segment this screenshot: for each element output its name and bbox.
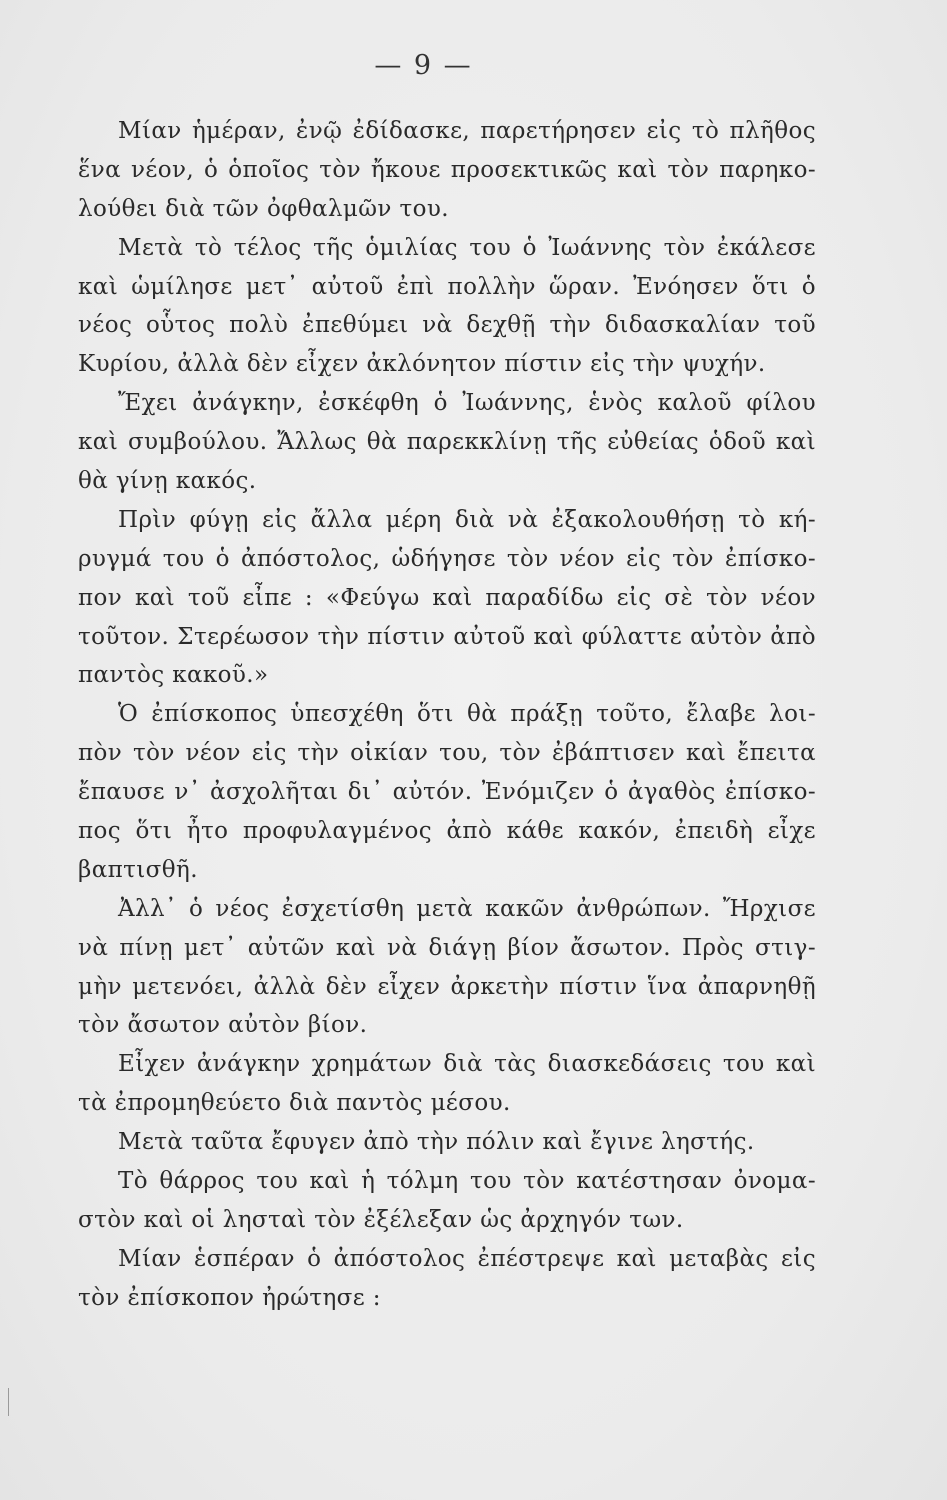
- body-text: [78, 112, 816, 1318]
- text-line: Μίαν ἑσπέραν ὁ ἀπόστολος ἐπέστρεψε καὶ μεταβὰς εἰς: [118, 1245, 816, 1272]
- text-line: πον καὶ τοῦ εἶπε : «Φεύγω καὶ παραδίδω εἰς σὲ τὸν νέον: [78, 584, 816, 611]
- text-line: τὰ ἐπρομηθεύετο διὰ παντὸς μέσου.: [78, 1090, 511, 1117]
- text-line: Εἶχεν ἀνάγκην χρημάτων διὰ τὰς διασκεδάσεις του καὶ: [118, 1051, 816, 1078]
- text-line: ἕνα νέον, ὁ ὁποῖος τὸν ἤκουε προσεκτικῶς καὶ τὸν παρηκο-: [78, 156, 816, 183]
- scan-edge-mark: [8, 1388, 9, 1416]
- text-line: ρυγμά του ὁ ἀπόστολος, ὡδήγησε τὸν νέον εἰς τὸν ἐπίσκο-: [78, 545, 816, 572]
- text-line: πὸν τὸν νέον εἰς τὴν οἰκίαν του, τὸν ἐβάπτισεν καὶ ἔπειτα: [78, 740, 816, 767]
- text-line: Μίαν ἡμέραν, ἐνῷ ἐδίδασκε, παρετήρησεν εἰς τὸ πλῆθος: [118, 118, 816, 144]
- text-line: τὸν ἄσωτον αὐτὸν βίον.: [78, 1012, 368, 1039]
- text-line: Τὸ θάρρος του καὶ ἡ τόλμη του τὸν κατέστησαν ὀνομα-: [118, 1168, 816, 1195]
- text-line: Μετὰ ταῦτα ἔφυγεν ἀπὸ τὴν πόλιν καὶ ἔγινε ληστής.: [118, 1129, 755, 1156]
- text-line: νὰ πίνῃ μετ᾿ αὐτῶν καὶ νὰ διάγῃ βίον ἄσωτον. Πρὸς στιγ-: [78, 934, 816, 961]
- text-line: Πρὶν φύγῃ εἰς ἄλλα μέρη διὰ νὰ ἐξακολουθήσῃ τὸ κή-: [118, 506, 816, 533]
- text-line: Ἀλλ᾿ ὁ νέος ἐσχετίσθη μετὰ κακῶν ἀνθρώπων. Ἤρχισε: [118, 895, 816, 922]
- text-line: τὸν ἐπίσκοπον ἠρώτησε :: [78, 1284, 381, 1311]
- text-line: λούθει διὰ τῶν ὀφθαλμῶν του.: [78, 195, 449, 222]
- text-line: τοῦτον. Στερέωσον τὴν πίστιν αὐτοῦ καὶ φύλαττε αὐτὸν ἀπὸ: [78, 623, 816, 650]
- text-line: στὸν καὶ οἱ λησταὶ τὸν ἐξέλεξαν ὡς ἀρχηγόν των.: [78, 1206, 684, 1233]
- text-line: Ἔχει ἀνάγκην, ἐσκέφθη ὁ Ἰωάννης, ἑνὸς καλοῦ φίλου: [118, 390, 816, 417]
- text-line: Ὁ ἐπίσκοπος ὑπεσχέθη ὅτι θὰ πράξῃ τοῦτο, ἔλαβε λοι-: [118, 701, 816, 728]
- text-line: θὰ γίνῃ κακός.: [78, 468, 257, 495]
- page-number: — 9 —: [374, 50, 473, 81]
- text-line: βαπτισθῆ.: [78, 856, 198, 883]
- text-line: Μετὰ τὸ τέλος τῆς ὁμιλίας του ὁ Ἰωάννης τὸν ἐκάλεσε: [118, 234, 816, 261]
- text-line: ἔπαυσε ν᾿ ἀσχολῆται δι᾿ αὐτόν. Ἐνόμιζεν ὁ ἀγαθὸς ἐπίσκο-: [78, 779, 816, 806]
- text-line: Κυρίου, ἀλλὰ δὲν εἶχεν ἀκλόνητον πίστιν εἰς τὴν ψυχήν.: [78, 351, 766, 378]
- text-line: παντὸς κακοῦ.»: [78, 662, 269, 689]
- text-line: καὶ συμβούλου. Ἄλλως θὰ παρεκκλίνῃ τῆς εὐθείας ὁδοῦ καὶ: [78, 429, 816, 456]
- text-line: καὶ ὡμίλησε μετ᾿ αὐτοῦ ἐπὶ πολλὴν ὥραν. Ἐνόησεν ὅτι ὁ: [78, 273, 816, 300]
- text-line: πος ὅτι ἦτο προφυλαγμένος ἀπὸ κάθε κακόν, ἐπειδὴ εἶχε: [78, 818, 816, 845]
- text-line: νέος οὗτος πολὺ ἐπεθύμει νὰ δεχθῇ τὴν διδασκαλίαν τοῦ: [78, 312, 816, 339]
- text-line: μὴν μετενόει, ἀλλὰ δὲν εἶχεν ἀρκετὴν πίστιν ἵνα ἀπαρνηθῇ: [78, 973, 816, 1000]
